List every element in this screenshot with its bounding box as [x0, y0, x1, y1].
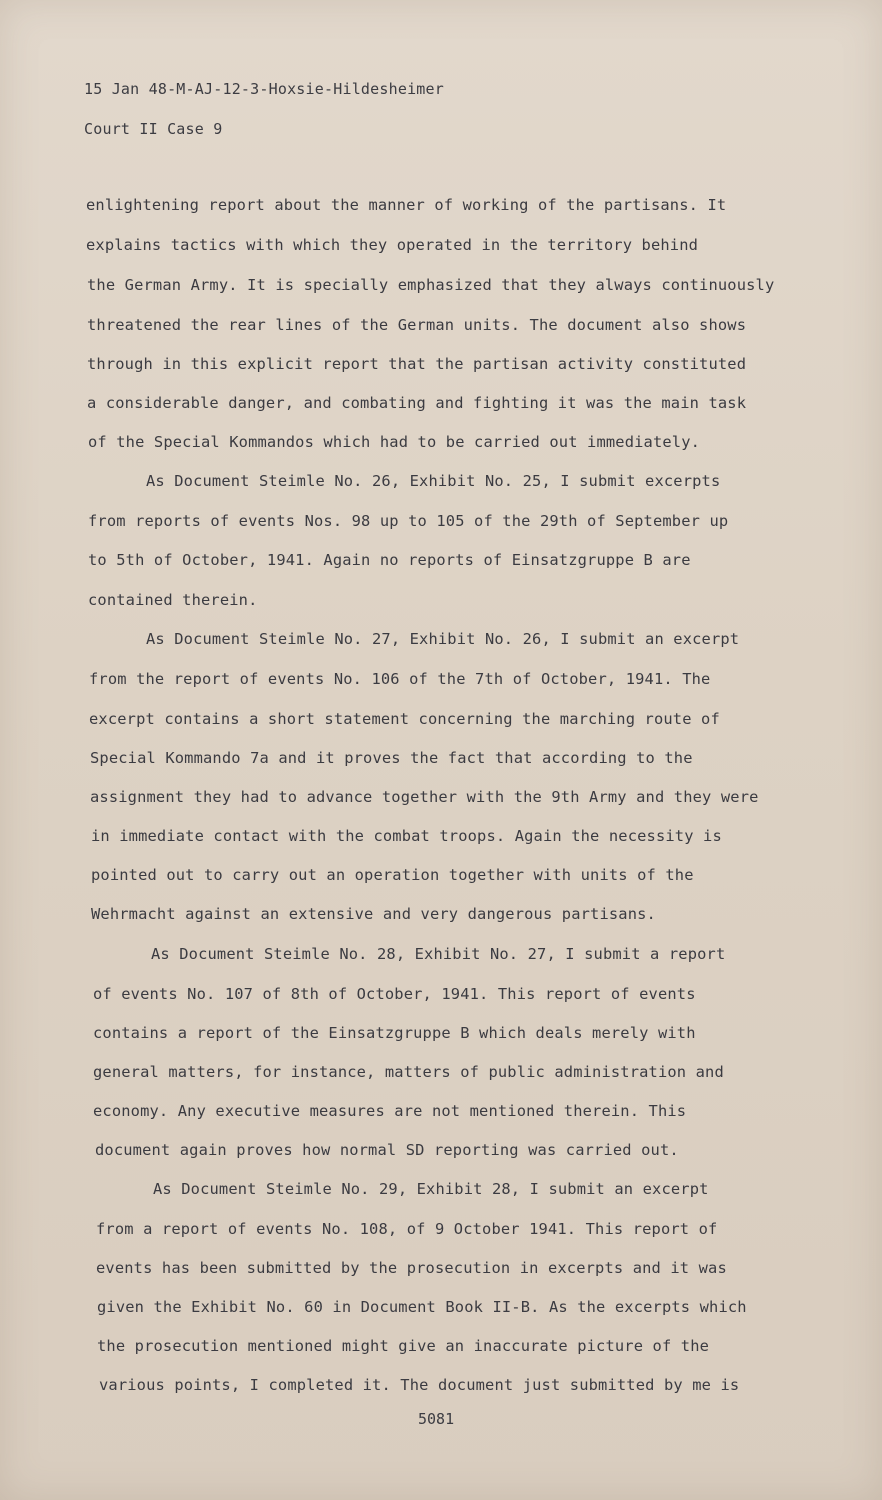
body-line: As Document Steimle No. 26, Exhibit No. 25, I submit excerpts — [146, 472, 721, 490]
body-line: to 5th of October, 1941. Again no reports of Einsatzgruppe B are — [88, 551, 691, 569]
body-line: in immediate contact with the combat troops. Again the necessity is — [91, 827, 722, 845]
body-line: explains tactics with which they operated in the territory behind — [86, 236, 699, 254]
body-line: through in this explicit report that the partisan activity constituted — [87, 355, 747, 373]
header-court-line: Court II Case 9 — [84, 120, 223, 138]
body-line: from the report of events No. 106 of the 7th of October, 1941. The — [89, 670, 711, 688]
body-line: threatened the rear lines of the German units. The document also shows — [87, 316, 747, 334]
body-line: Special Kommando 7a and it proves the fact that according to the — [90, 749, 693, 767]
body-line: As Document Steimle No. 28, Exhibit No. 27, I submit a report — [151, 945, 726, 963]
body-line: economy. Any executive measures are not mentioned therein. This — [93, 1102, 687, 1120]
body-line: document again proves how normal SD reporting was carried out. — [95, 1141, 679, 1159]
body-line: As Document Steimle No. 27, Exhibit No. 26, I submit an excerpt — [146, 630, 740, 648]
body-line: pointed out to carry out an operation together with units of the — [91, 866, 694, 884]
body-line: various points, I completed it. The document just submitted by me is — [99, 1376, 740, 1394]
body-line: the prosecution mentioned might give an inaccurate picture of the — [97, 1337, 710, 1355]
body-line: general matters, for instance, matters of public administration and — [93, 1063, 724, 1081]
body-line: contained therein. — [88, 591, 258, 609]
body-line: of the Special Kommandos which had to be carried out immediately. — [88, 433, 701, 451]
body-line: assignment they had to advance together with the 9th Army and they were — [90, 788, 759, 806]
body-line: from a report of events No. 108, of 9 October 1941. This report of — [96, 1220, 718, 1238]
body-line: contains a report of the Einsatzgruppe B which deals merely with — [93, 1024, 696, 1042]
body-line: Wehrmacht against an extensive and very dangerous partisans. — [91, 905, 656, 923]
page-number: 5081 — [418, 1410, 455, 1428]
header-reference-line: 15 Jan 48-M-AJ-12-3-Hoxsie-Hildesheimer — [84, 80, 444, 98]
body-line: excerpt contains a short statement concerning the marching route of — [89, 710, 720, 728]
body-line: events has been submitted by the prosecution in excerpts and it was — [96, 1259, 727, 1277]
body-line: a considerable danger, and combating and fighting it was the main task — [87, 394, 747, 412]
body-line: from reports of events Nos. 98 up to 105 of the 29th of September up — [88, 512, 729, 530]
body-line: the German Army. It is specially emphasized that they always continuously — [87, 276, 775, 294]
body-line: enlightening report about the manner of working of the partisans. It — [86, 196, 727, 214]
body-line: As Document Steimle No. 29, Exhibit 28, I submit an excerpt — [153, 1180, 709, 1198]
body-line: given the Exhibit No. 60 in Document Book II-B. As the excerpts which — [97, 1298, 747, 1316]
body-line: of events No. 107 of 8th of October, 1941. This report of events — [93, 985, 696, 1003]
